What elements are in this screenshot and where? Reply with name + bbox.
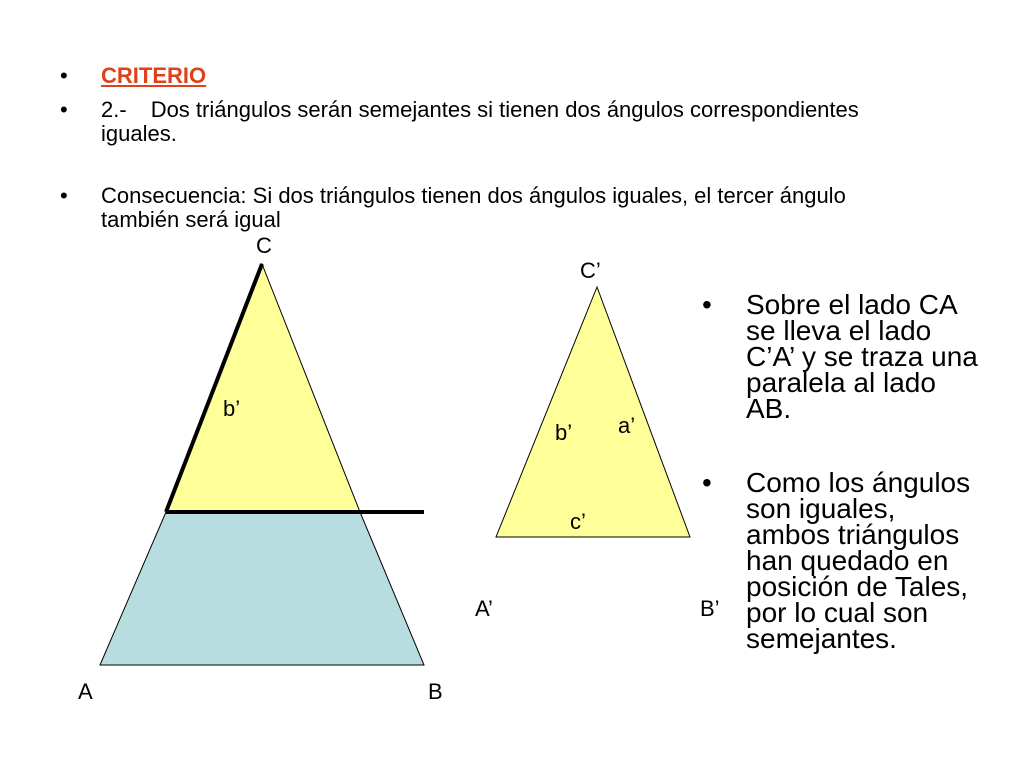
side-note-text: Sobre el lado CA se lleva el lado C’A’ y se traza una paralela al lado AB. xyxy=(746,289,978,424)
criterion-text: Dos triángulos serán semejantes si tienen dos ángulos correspondientes iguales. xyxy=(101,97,859,146)
vertex-label-B-prime: B’ xyxy=(700,596,720,621)
criterion-number: 2.- xyxy=(101,97,127,122)
angle-label-b-prime-small: b’ xyxy=(555,420,573,445)
bullet-dot: • xyxy=(60,63,68,88)
bullet-dot: • xyxy=(702,467,712,498)
big-triangle-upper-region xyxy=(166,264,360,512)
criterio-heading: CRITERIO xyxy=(101,63,207,88)
bullet-dot: • xyxy=(60,97,68,122)
trapezoid-lower-region xyxy=(100,512,424,665)
angle-label-a-prime: a’ xyxy=(618,413,636,438)
bullet-dot: • xyxy=(702,289,712,320)
vertex-label-C: C xyxy=(256,233,272,258)
bullet-dot: • xyxy=(60,183,68,208)
side-note-text: Como los ángulos son iguales, ambos triángulos han quedado en posición de Tales, por lo cual son semejantes. xyxy=(746,467,971,654)
angle-label-c-prime: c’ xyxy=(570,509,586,534)
vertex-label-C-prime: C’ xyxy=(580,258,601,283)
consequence-text: Consecuencia: Si dos triángulos tienen dos ángulos iguales, el tercer ángulo también será igual xyxy=(101,183,846,232)
vertex-label-B: B xyxy=(428,679,443,704)
small-triangle xyxy=(496,287,690,537)
angle-label-b-prime-big: b’ xyxy=(223,396,241,421)
vertex-label-A-prime: A’ xyxy=(475,596,493,621)
vertex-label-A: A xyxy=(78,679,93,704)
